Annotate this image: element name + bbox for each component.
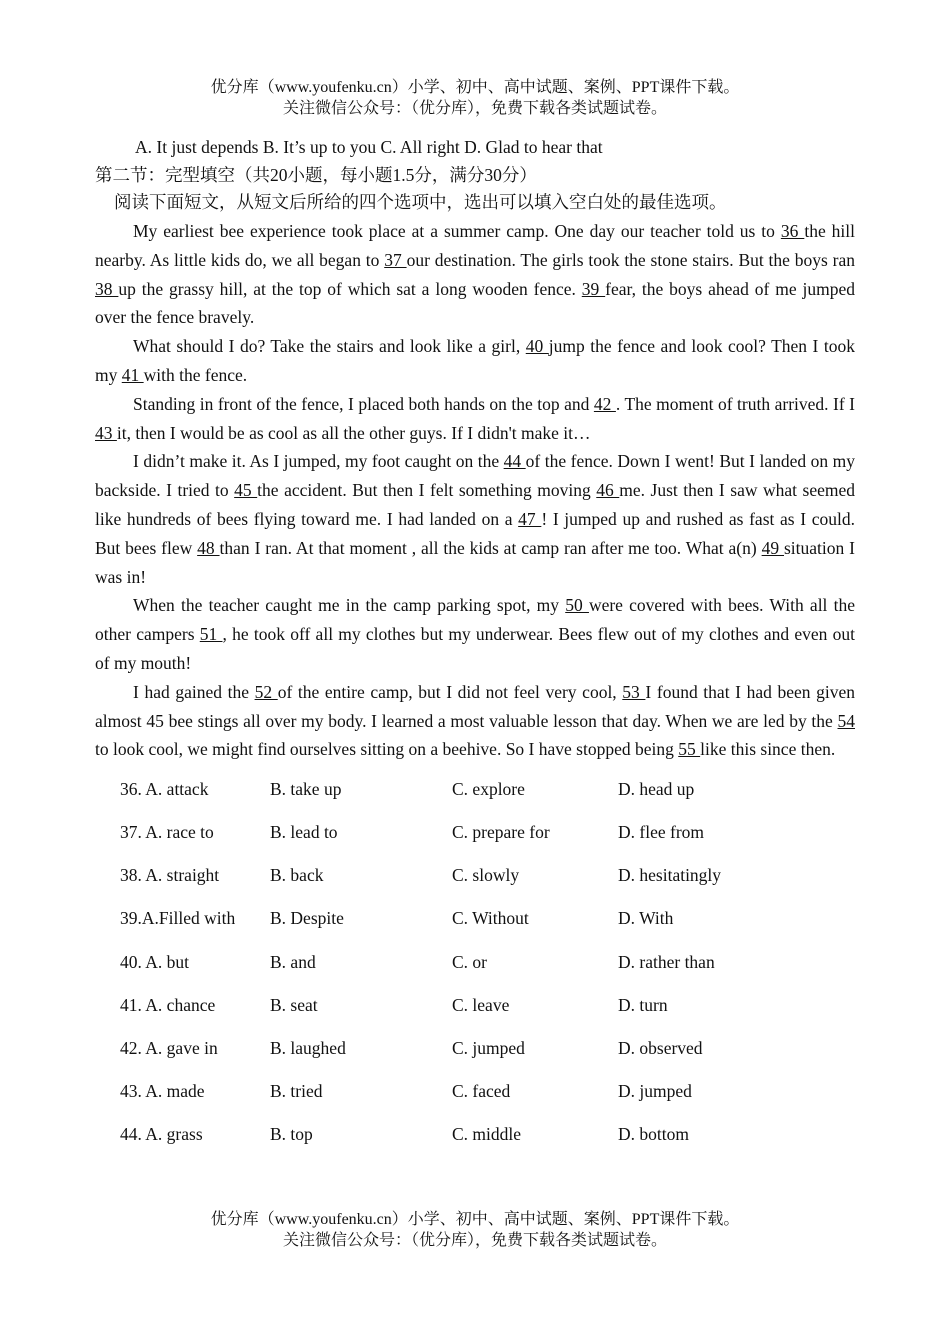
passage-paragraph-3 [95, 390, 855, 448]
passage-text: I had gained the [133, 681, 255, 702]
passage-text: fear, the boys ahead of me jumped over the fence bravely. [95, 278, 856, 328]
option-d: D. jumped [618, 1080, 692, 1101]
option-b: B. top [270, 1123, 313, 1144]
passage-text: I didn’t make it. As I jumped, my foot caught on the [133, 451, 504, 472]
blank-40: 40 [525, 336, 549, 357]
passage-text: My earliest bee experience took place at a summer camp. One day our teacher told us to [133, 221, 781, 241]
passage-text: of the fence. Down I went! But I landed on my backside. I tried to [95, 451, 855, 501]
passage-text: . The moment of truth arrived. If I [615, 393, 855, 414]
passage-text: , he took off all my clothes but my underwear. Bees flew out of my clothes and even out of my mouth! [95, 624, 855, 673]
option-a: 40. A. but [120, 951, 190, 972]
blank-49: 49 [761, 537, 784, 558]
question-row [120, 1113, 768, 1156]
option-a: 39.A.Filled with [120, 908, 236, 929]
passage-text: than I ran. At that moment , all the kids at camp ran after me too. What a(n) [219, 537, 762, 558]
question-row [120, 984, 768, 1027]
footer-line-2: 关注微信公众号：（优分库），免费下载各类试题试卷。 [282, 1232, 667, 1249]
blank-53: 53 [622, 681, 646, 702]
passage-text: me. Just then I saw what seemed like hundreds of bees flying toward me. I had landed on a [95, 480, 856, 529]
passage-text: to look cool, we might find ourselves sitting on a beehive. So I have stopped being [95, 739, 679, 760]
passage-text: Standing in front of the fence, I placed both hands on the top and [133, 393, 594, 414]
section-instruction: 阅读下面短文，从短文后所给的四个选项中，选出可以填入空白处的最佳选项。 [114, 192, 727, 212]
blank-52: 52 [254, 681, 278, 702]
option-a: 37. A. race to [120, 822, 214, 843]
blank-42: 42 [593, 393, 616, 414]
option-d: D. observed [618, 1037, 703, 1058]
passage-text: What should I do? Take the stairs and look like a girl, [133, 336, 526, 357]
passage-text: situation I was in! [95, 537, 855, 587]
blank-37: 37 [384, 249, 407, 270]
passage-text: it, then I would be as cool as all the other guys. If I didn't make it… [116, 422, 591, 443]
blank-48: 48 [197, 537, 220, 558]
option-d: D. head up [618, 779, 695, 800]
blank-51: 51 [199, 624, 223, 645]
option-d: D. hesitatingly [618, 865, 722, 886]
option-d: D. With [618, 908, 674, 929]
footer-line-1: 优分库（www.youfenku.cn）小学、初中、高中试题、案例、PPT课件下载。 [210, 1211, 740, 1228]
passage-text: When the teacher caught me in the camp parking spot, my [133, 595, 566, 616]
option-c: C. Without [452, 908, 529, 929]
option-c: C. jumped [452, 1037, 525, 1058]
question-row [120, 854, 768, 897]
passage-text: were covered with bees. With all the other campers [95, 595, 856, 645]
question-row [120, 1070, 768, 1113]
blank-39: 39 [581, 278, 606, 299]
option-b: B. and [270, 951, 316, 972]
exam-content [95, 135, 855, 1156]
option-b: B. back [270, 865, 324, 886]
option-d: D. turn [618, 994, 668, 1015]
option-a: 36. A. attack [120, 779, 209, 800]
blank-54: 54 [837, 710, 855, 731]
question-row [120, 897, 768, 940]
passage-text: jump the fence and look cool? Then I took my [95, 336, 856, 385]
option-c: C. leave [452, 994, 510, 1015]
passage-paragraph-5 [95, 591, 855, 677]
option-c: C. faced [452, 1080, 511, 1101]
passage-text: I found that I had been given almost 45 bee stings all over my body. I learned a most valuable lesson that day. When we are led by the [95, 681, 856, 731]
option-c: C. prepare for [452, 822, 550, 843]
option-d: D. bottom [618, 1123, 689, 1144]
option-b: B. laughed [270, 1037, 346, 1058]
option-b: B. take up [270, 779, 342, 800]
previous-question-options: A. It just depends B. It’s up to you C. All right D. Glad to hear that [135, 137, 603, 157]
option-b: B. seat [270, 994, 318, 1015]
option-a: 42. A. gave in [120, 1037, 218, 1058]
blank-38: 38 [95, 278, 119, 299]
blank-55: 55 [678, 739, 701, 760]
option-c: C. slowly [452, 865, 520, 886]
header-line-2: 关注微信公众号：（优分库），免费下载各类试题试卷。 [282, 100, 667, 117]
passage-text: like this since then. [700, 739, 836, 760]
blank-44: 44 [503, 451, 526, 472]
answer-options-table [120, 768, 768, 1156]
option-c: C. middle [452, 1123, 522, 1144]
question-row [120, 811, 768, 854]
question-row [120, 1027, 768, 1070]
option-b: B. lead to [270, 822, 338, 843]
blank-47: 47 [518, 508, 542, 529]
passage-text: ! I jumped up and rushed as fast as I could. But bees flew [95, 508, 856, 558]
option-d: D. flee from [618, 822, 705, 843]
option-a: 38. A. straight [120, 865, 220, 886]
blank-45: 45 [234, 480, 258, 501]
option-a: 41. A. chance [120, 994, 216, 1015]
blank-46: 46 [596, 480, 620, 501]
question-row [120, 941, 768, 984]
passage-paragraph-2 [95, 332, 855, 390]
passage-text: with the fence. [143, 364, 248, 385]
page-header [0, 77, 950, 119]
option-c: C. or [452, 951, 487, 972]
page-footer [0, 1209, 950, 1251]
cloze-passage [95, 217, 855, 764]
passage-paragraph-1 [95, 217, 855, 332]
option-d: D. rather than [618, 951, 715, 972]
passage-text: our destination. The girls took the stone stairs. But the boys ran [406, 249, 855, 270]
option-b: B. tried [270, 1080, 323, 1101]
section-title: 第二节：完型填空（共20小题，每小题1.5分，满分30分） [95, 165, 537, 185]
passage-paragraph-6 [95, 678, 855, 764]
passage-text: of the entire camp, but I did not feel very cool, [277, 681, 623, 702]
header-line-1: 优分库（www.youfenku.cn）小学、初中、高中试题、案例、PPT课件下载。 [210, 79, 740, 96]
option-a: 44. A. grass [120, 1123, 203, 1144]
option-c: C. explore [452, 779, 525, 800]
passage-text: up the grassy hill, at the top of which sat a long wooden fence. [118, 278, 582, 299]
question-row [120, 768, 768, 811]
blank-43: 43 [95, 422, 117, 443]
blank-36: 36 [780, 221, 805, 241]
passage-paragraph-4 [95, 447, 855, 591]
passage-text: the accident. But then I felt something moving [257, 480, 597, 501]
passage-text: the hill nearby. As little kids do, we all began to [95, 221, 855, 270]
blank-41: 41 [121, 364, 144, 385]
option-b: B. Despite [270, 908, 344, 929]
option-a: 43. A. made [120, 1080, 205, 1101]
blank-50: 50 [565, 595, 589, 616]
